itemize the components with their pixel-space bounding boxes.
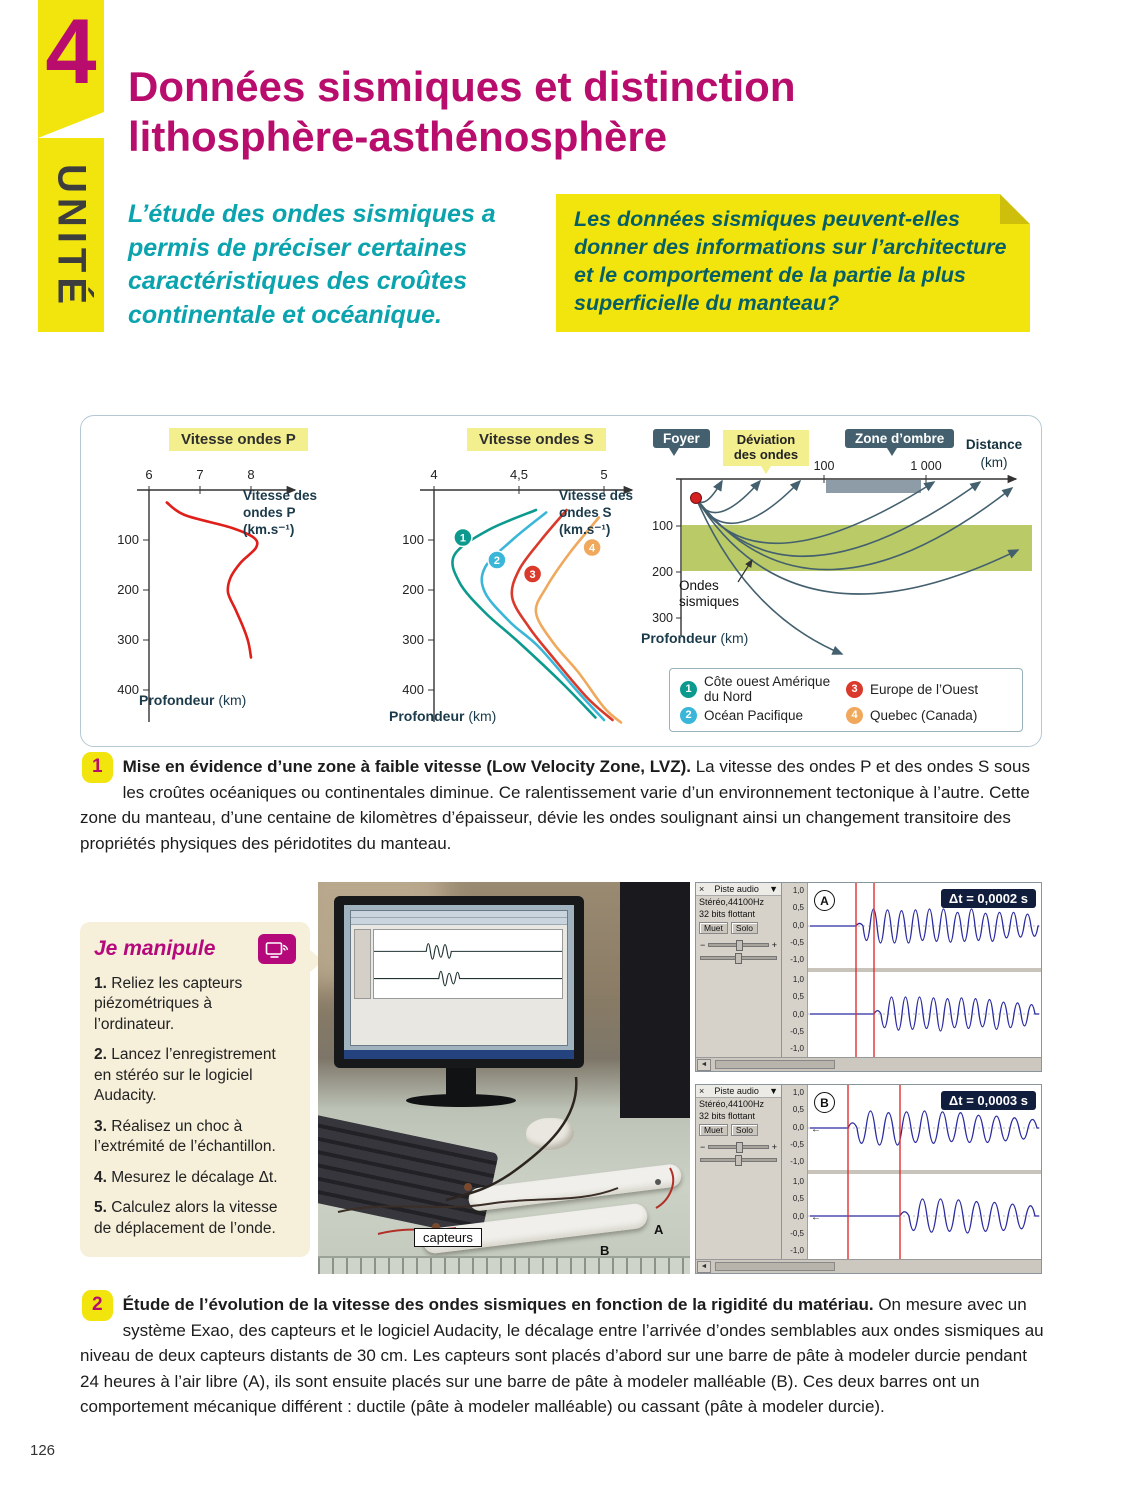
p-axis-title: Vitesse des ondes P (km.s⁻¹) (243, 488, 318, 537)
figure-box (80, 415, 1042, 747)
waveform-area (808, 1085, 1041, 1260)
delta-t-label-a: Δt = 0,0002 s (941, 889, 1036, 908)
audacity-screenshot-a (695, 882, 1042, 1072)
y-tick: 200 (117, 582, 139, 597)
track-name: Piste audio (714, 1086, 759, 1096)
step-4: 4. Mesurez le décalage Δt. (94, 1168, 278, 1186)
y-tick: 200 (652, 565, 673, 579)
je-manipule-header (94, 934, 296, 964)
document-1 (80, 754, 1046, 856)
mute-button: Muet (699, 922, 728, 934)
s-axis-title: Vitesse des ondes S (km.s⁻¹) (559, 488, 634, 537)
minus-icon: − (700, 1142, 706, 1152)
delta-t-label-b: Δt = 0,0003 s (941, 1091, 1036, 1110)
legend-label: Europe de l’Ouest (870, 681, 979, 697)
stereo-waveform (808, 1085, 1041, 1260)
ribbon-fold (38, 112, 104, 138)
sensors-caption: capteurs (414, 1228, 482, 1247)
x-tick: 4,5 (509, 467, 529, 482)
audacity-screenshot-b (695, 1084, 1042, 1274)
mute-button: Muet (699, 1124, 728, 1136)
plus-icon: + (771, 940, 777, 950)
svg-text:2: 2 (493, 555, 500, 567)
shadow-zone-bar (826, 480, 921, 493)
left-arrow-icon: ← (811, 1212, 821, 1223)
step-1: 1. Reliez les capteurs piézométriques à l’ordinateur. (94, 975, 243, 1033)
track-bitdepth: 32 bits flottant (699, 1111, 756, 1121)
intro-text: L’étude des ondes sismiques a permis de préciser certaines caractéristiques des croûtes continentale et océanique. (128, 200, 496, 329)
slider-thumb (735, 953, 742, 964)
x-tick: 1 000 (910, 459, 942, 473)
y-tick: 400 (117, 682, 139, 697)
track-title-bar (696, 1085, 781, 1098)
s-wave-chart-label: Vitesse ondes S (467, 428, 606, 451)
vertical-scale-ruler (782, 1085, 808, 1260)
doc-2-lead: Étude de l’évolution de la vitesse des ondes sismiques en fonction de la rigidité du matériau. (122, 1295, 874, 1314)
pan-slider (696, 1154, 781, 1164)
je-manipule-title: Je manipule (94, 937, 216, 960)
slider-thumb (735, 1155, 742, 1166)
question-sticky-note (556, 194, 1030, 332)
distance-axis-label: Distance (km) (965, 437, 1023, 470)
unit-number: 4 (45, 1, 97, 103)
stereo-waveform (808, 883, 1041, 1058)
doc-1-body: La vitesse des ondes P et des ondes S sous les croûtes océaniques ou continentales diminue. Ce ralentissement varie d’un environnement tectonique à l’autre. Cette zone du manteau, d’une centaine de kilomètres d’épaisseur, dévie les ondes soulignant ainsi un changement transitoire des propriétés physiques des péridotites du manteau. (80, 757, 1030, 853)
legend-item (846, 681, 1012, 698)
series-4-marker: 4 (846, 707, 863, 724)
vertical-scale-ruler (782, 883, 808, 1058)
solo-button: Solo (731, 922, 758, 934)
foyer-label: Foyer (653, 429, 710, 448)
panel-letter-b: B (814, 1092, 835, 1113)
x-tick: 4 (430, 467, 438, 482)
legend-label: Quebec (Canada) (870, 707, 978, 723)
x-tick: 5 (600, 467, 608, 482)
y-tick: 300 (402, 632, 424, 647)
minus-icon: − (700, 940, 706, 950)
channel-2-scale: 1,0 0,5 0,0 -0,5 -1,0 (790, 1177, 804, 1255)
p-depth-label: Profondeur (km) (139, 692, 247, 708)
waveform-area (808, 883, 1041, 1058)
legend-item (846, 707, 1012, 724)
title-line-1: Données sismiques et distinction (128, 63, 796, 110)
chevron-down-icon: ▼ (769, 884, 778, 894)
x-tick: 6 (145, 467, 153, 482)
exao-monitor-icon (258, 934, 296, 964)
x-tick: 7 (196, 467, 204, 482)
channel-1-scale: 1,0 0,5 0,0 -0,5 -1,0 (790, 886, 804, 964)
scroll-left-arrow: ◄ (697, 1261, 711, 1273)
gain-slider (696, 1138, 781, 1154)
p-wave-chart-label: Vitesse ondes P (169, 428, 308, 451)
title-line-2: lithosphère-asthénosphère (128, 113, 668, 161)
document-2 (80, 1292, 1046, 1420)
doc-1-badge: 1 (82, 752, 113, 783)
shadow-zone-label: Zone d’ombre (845, 429, 954, 448)
page-title (128, 62, 795, 163)
horizontal-scrollbar (696, 1057, 1041, 1071)
legend-item (680, 707, 846, 724)
series-3-marker: 3 (846, 681, 863, 698)
s-depth-label: Profondeur (km) (389, 708, 497, 724)
track-name: Piste audio (714, 884, 759, 894)
step-3: 3. Réalisez un choc à l’extrémité de l’échantillon. (94, 1117, 276, 1156)
svg-text:4: 4 (589, 542, 596, 555)
y-tick: 200 (402, 582, 424, 597)
scroll-left-arrow: ◄ (697, 1059, 711, 1071)
track-samplerate: Stéréo,44100Hz (699, 897, 765, 907)
channel-2-scale: 1,0 0,5 0,0 -0,5 -1,0 (790, 975, 804, 1053)
pan-slider (696, 952, 781, 962)
series-2-marker: 2 (680, 707, 697, 724)
panel-letter-a: A (814, 890, 835, 911)
plus-icon: + (771, 1142, 777, 1152)
je-manipule-box (80, 922, 310, 1257)
horizontal-scrollbar (696, 1259, 1041, 1273)
scrollbar-thumb (715, 1262, 835, 1271)
solo-button: Solo (731, 1124, 758, 1136)
page-number: 126 (30, 1442, 56, 1459)
audacity-screenshots (695, 882, 1042, 1274)
unit-ribbon (38, 0, 104, 332)
left-arrow-icon: ← (811, 1124, 821, 1135)
chevron-down-icon: ▼ (769, 1086, 778, 1096)
doc-2-body: On mesure avec un système Exao, des capteurs et le logiciel Audacity, le décalage entre l’arrivée d’ondes semblables aux ondes sismiques au niveau de deux capteurs distants de 30 cm. Les capteurs sont placés d’abord sur une barre de pâte à modeler durcie pendant 24 heures à l’air libre (A), ils sont ensuite placés sur une barre de pâte à modeler malléable (B). Ces deux barres ont un comportement mécanique différent : ductile (pâte à modeler malléable) ou cassant (pâte à modeler durcie). (80, 1295, 1044, 1416)
y-tick: 400 (402, 682, 424, 697)
track-buttons (696, 920, 781, 936)
unit-label: UNITÉ (49, 163, 94, 309)
audacity-track-panel (696, 883, 782, 1058)
y-tick: 100 (117, 532, 139, 547)
legend-item (680, 674, 846, 704)
focus-dot (691, 493, 702, 504)
slider-thumb (736, 940, 743, 951)
slider-thumb (736, 1142, 743, 1153)
svg-text:3: 3 (529, 569, 536, 581)
track-title-bar (696, 883, 781, 896)
close-icon: × (699, 884, 705, 894)
close-icon: × (699, 1086, 705, 1096)
legend-label: Océan Pacifique (704, 707, 804, 723)
step-5: 5. Calculez alors la vitesse de déplacement de l’onde. (94, 1199, 278, 1237)
y-tick: 100 (652, 519, 673, 533)
experiment-photo (318, 882, 690, 1274)
legend-label: Côte ouest Amérique du Nord (704, 674, 831, 704)
audacity-track-panel (696, 1085, 782, 1260)
track-bitdepth: 32 bits flottant (699, 909, 756, 919)
bar-b-letter: B (600, 1243, 610, 1258)
question-text: Les données sismiques peuvent-elles donner des informations sur l’architecture et le comportement de la partie la plus superficielle du manteau? (574, 207, 1007, 315)
step-2: 2. Lancez l’enregistrement en stéréo sur le logiciel Audacity. (94, 1046, 276, 1105)
gain-slider (696, 936, 781, 952)
track-samplerate: Stéréo,44100Hz (699, 1099, 765, 1109)
doc-1-lead: Mise en évidence d’une zone à faible vitesse (Low Velocity Zone, LVZ). (122, 757, 691, 776)
sensor-wires (318, 882, 690, 1274)
series-1-marker: 1 (680, 681, 697, 698)
y-tick: 100 (402, 532, 424, 547)
svg-text:1: 1 (459, 532, 466, 545)
chart-legend (669, 668, 1023, 732)
ray-depth-label: Profondeur (km) (641, 630, 749, 646)
track-buttons (696, 1122, 781, 1138)
x-tick: 100 (813, 459, 835, 473)
doc-2-badge: 2 (82, 1290, 113, 1321)
x-tick: 8 (247, 467, 255, 482)
y-tick: 300 (652, 611, 673, 625)
deviation-label: Déviation des ondes (723, 430, 809, 466)
scrollbar-thumb (715, 1060, 835, 1069)
seismic-waves-label: Ondes sismiques (679, 578, 740, 610)
y-tick: 300 (117, 632, 139, 647)
bar-a-letter: A (654, 1222, 664, 1237)
channel-1-scale: 1,0 0,5 0,0 -0,5 -1,0 (790, 1088, 804, 1166)
s-wave-curves (452, 510, 621, 723)
